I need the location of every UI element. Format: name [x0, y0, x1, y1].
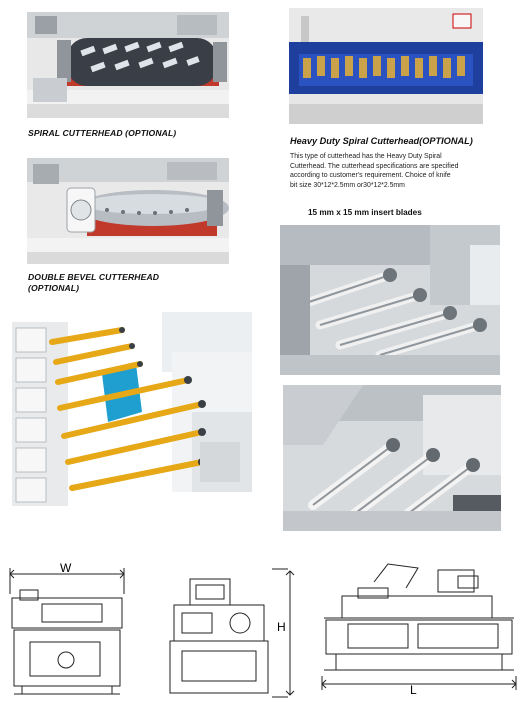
heavy-duty-cutterhead-photo — [289, 8, 483, 124]
double-bevel-caption-line-1: DOUBLE BEVEL CUTTERHEAD — [28, 272, 160, 282]
desc-line-2: Cutterhead. The cutterhead specifications are specified — [290, 162, 459, 170]
front-view-drawing — [0, 560, 140, 700]
width-dimension-label: W — [60, 561, 72, 575]
insert-blades-label: 15 mm x 15 mm insert blades — [308, 208, 422, 217]
shafts-closeup-photo — [283, 385, 501, 531]
height-dimension-label: H — [277, 620, 286, 634]
length-dimension-label: L — [410, 683, 417, 697]
spiral-cutterhead-photo — [27, 12, 229, 118]
desc-line-3: according to customer's requirement. Choice of knife — [290, 172, 451, 180]
top-view-drawing — [318, 558, 520, 700]
heavy-duty-description — [290, 152, 505, 190]
drive-shafts-machine-photo — [12, 312, 252, 506]
heavy-duty-caption: Heavy Duty Spiral Cutterhead(OPTIONAL) — [290, 136, 473, 146]
spiral-cutterhead-caption: SPIRAL CUTTERHEAD (OPTIONAL) — [28, 128, 177, 138]
height-dimension-line — [284, 569, 296, 697]
double-bevel-caption — [28, 272, 159, 294]
double-bevel-cutterhead-photo — [27, 158, 229, 264]
desc-line-1: This type of cutterhead has the Heavy Duty Spiral — [290, 153, 442, 160]
insert-blade-shafts-photo — [280, 225, 500, 375]
double-bevel-caption-line-2: (OPTIONAL) — [28, 283, 80, 293]
side-view-drawing — [160, 565, 290, 700]
desc-line-4: bit size 30*12*2.5mm or30*12*2.5mm — [290, 181, 405, 189]
